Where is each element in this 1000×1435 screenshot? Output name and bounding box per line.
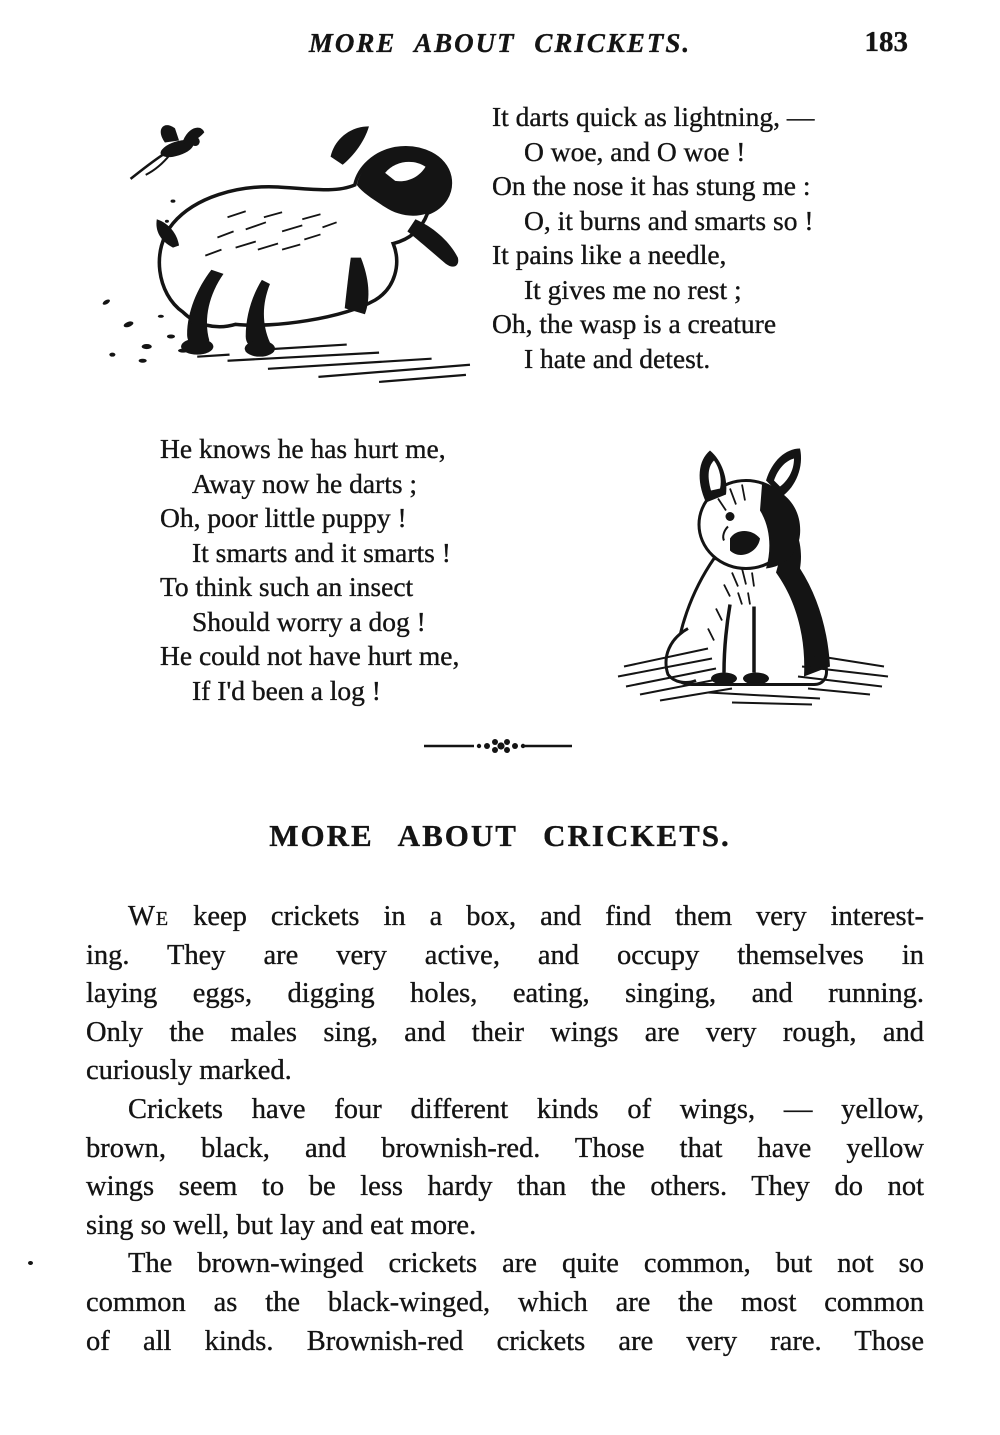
ink-speck [28, 1261, 33, 1265]
page-number: 183 [864, 26, 908, 58]
paragraph [86, 1245, 924, 1361]
sitting-puppy-illustration [612, 422, 894, 708]
body-text [86, 898, 924, 1361]
ornamental-divider [422, 736, 574, 756]
running-puppy-illustration [76, 96, 472, 384]
section-title: MORE ABOUT CRICKETS. [269, 818, 731, 853]
text-line: ing. They are very active, and occupy themselves in [86, 939, 924, 971]
text-line: of all kinds. Brownish-red crickets are very rare. Those [86, 1325, 924, 1357]
wasp-icon [131, 125, 205, 179]
poem-line: O woe, and O woe ! [524, 135, 746, 167]
poem-line: Oh, the wasp is a creature [492, 308, 777, 339]
ground-hatching [197, 345, 470, 382]
poem-stanza-2 [160, 432, 600, 708]
poem-line: O, it burns and smarts so ! [524, 204, 814, 236]
eye [726, 512, 735, 521]
running-header-title: MORE ABOUT CRICKETS. [308, 28, 692, 58]
poem-line: He knows he has hurt me, [160, 433, 446, 464]
text-line: common as the black-winged, which are the most common [86, 1286, 924, 1318]
poem-line: On the nose it has stung me : [492, 170, 811, 201]
paragraph [86, 1091, 924, 1245]
text-line: Crickets have four different kinds of wings, — yellow, [128, 1093, 924, 1125]
paragraph [86, 898, 924, 1091]
poem-line: It gives me no rest ; [524, 273, 742, 305]
poem-line: Oh, poor little puppy ! [160, 502, 407, 533]
text-line-rest: keep crickets in a box, and find them very interest- [193, 901, 925, 932]
text-line: Only the males sing, and their wings are very rough, and [86, 1016, 924, 1048]
poem-line: Should worry a dog ! [192, 605, 426, 637]
text-line: The brown-winged crickets are quite common, but not so [128, 1248, 924, 1280]
sitting-dog [666, 449, 830, 685]
poem-line: It pains like a needle, [492, 239, 727, 270]
poem-line: To think such an insect [160, 571, 414, 602]
poem-line: It smarts and it smarts ! [192, 536, 451, 568]
poem-stanza-1 [492, 100, 952, 376]
poem-line: If I'd been a log ! [192, 674, 381, 706]
text-line: wings seem to be less hardy than the others. They do not [86, 1171, 924, 1203]
text-line: laying eggs, digging holes, eating, singing, and running. [86, 978, 924, 1010]
poem-line: He could not have hurt me, [160, 640, 460, 671]
smallcaps-lead: We [128, 901, 170, 932]
text-line: brown, black, and brownish-red. Those that have yellow [86, 1132, 924, 1164]
poem-line: I hate and detest. [524, 342, 711, 374]
text-line: sing so well, but lay and eat more. [86, 1209, 477, 1241]
poem-line: It darts quick as lightning, — [492, 101, 815, 132]
poem-line: Away now he darts ; [192, 467, 418, 499]
running-dog [156, 126, 458, 356]
text-line [86, 898, 924, 937]
dust-dots [165, 199, 176, 222]
text-line: curiously marked. [86, 1055, 292, 1087]
